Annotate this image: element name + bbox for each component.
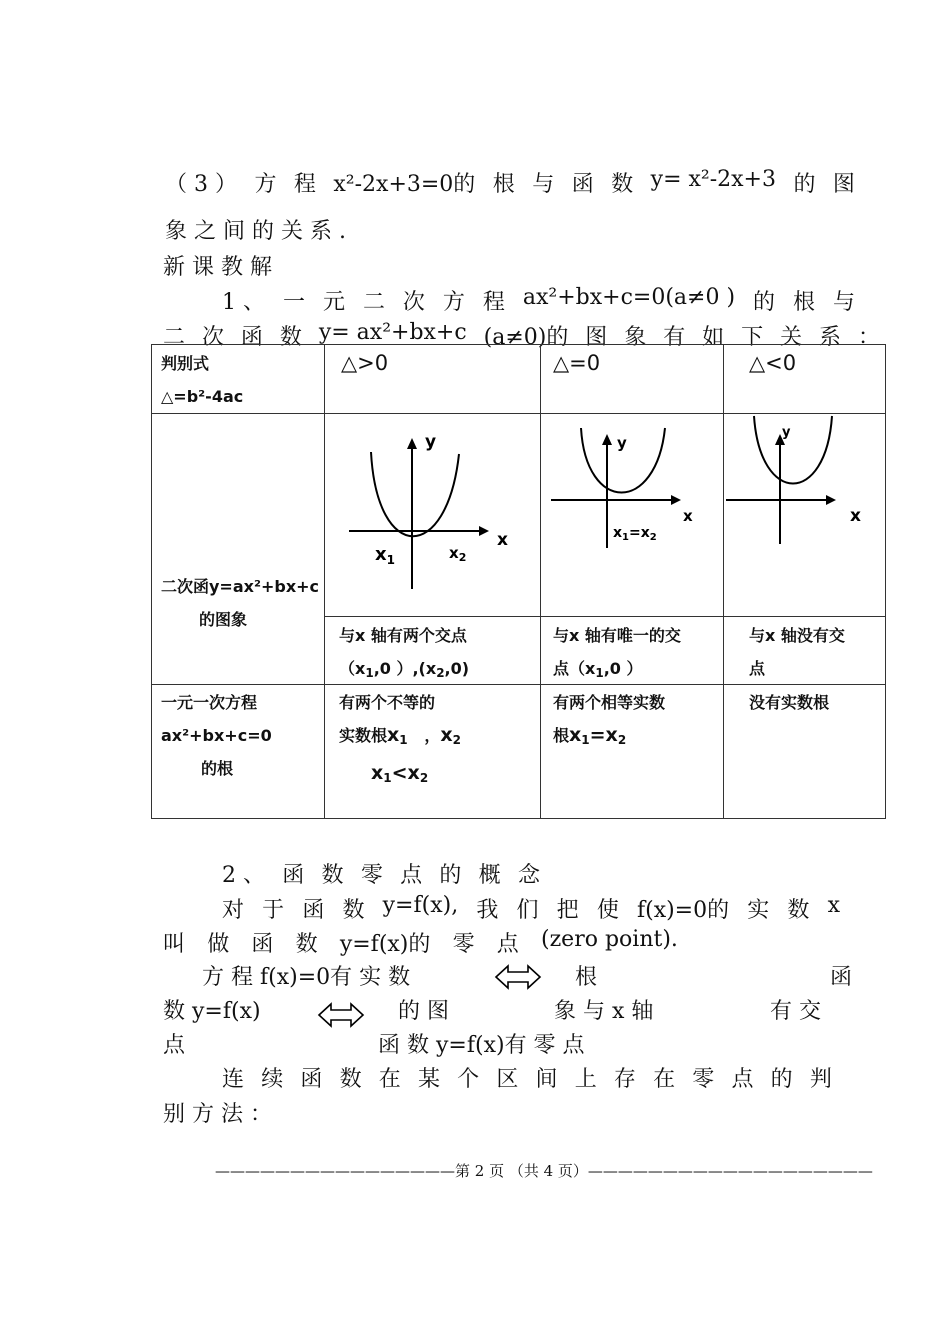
definition-line-2-word: 函 <box>251 932 274 957</box>
y-axis-label: y <box>425 432 437 452</box>
two-distinct-roots-text: 有两个不等的 实数根x1 ，x2 x1<x2 <box>339 693 461 785</box>
continuity-line-1-word: 函 <box>300 1067 323 1092</box>
definition-line-1-word: 使 <box>596 898 619 923</box>
item1-line-1-word: 一 <box>282 290 305 315</box>
continuity-line-1-word: 间 <box>535 1067 558 1092</box>
definition-line-1-word: 实 <box>747 898 770 923</box>
two-equal-roots-text: 有两个相等实数 根x1=x2 <box>553 693 666 747</box>
item1-line-2-word: 关 <box>780 325 803 350</box>
intro-line-1-word: 程 <box>293 172 316 197</box>
equivalence-line-2-d: 有 交 <box>770 999 821 1024</box>
intro-line-2: 象 之 间 的 关 系 . <box>165 219 346 244</box>
definition-line-1-word: 函 <box>302 898 325 923</box>
definition-line-2-word: 数 <box>295 932 318 957</box>
page-footer: ————————————————第 2 页 （共 4 页）——————————————————— <box>215 1162 873 1180</box>
header-delta-zero: △=0 <box>553 351 601 375</box>
section2-title-word: 的 <box>439 863 462 888</box>
item1-line-1 <box>222 285 855 316</box>
header-discriminant-label: 判别式 △=b²-4ac <box>161 354 244 406</box>
item1-line-2-word: (a≠0)的 <box>483 325 569 350</box>
definition-line-1-word: f(x)=0的 <box>636 898 730 923</box>
graph-row-label: 二次函y=ax²+bx+c 的图象 <box>161 577 320 629</box>
no-real-roots-text: 没有实数根 <box>749 693 830 712</box>
x-axis-label: x <box>497 530 508 550</box>
continuity-line-1-word: 在 <box>653 1067 676 1092</box>
definition-line-1-word: y=f(x), <box>382 893 459 918</box>
definition-line-2-word: y=f(x)的 <box>339 932 431 957</box>
equivalence-line-2-c: 象 与 x 轴 <box>554 999 654 1024</box>
item1-line-1-word: 与 <box>832 290 855 315</box>
item1-line-2-word: 系 <box>819 325 842 350</box>
y-axis-label: y <box>782 425 791 440</box>
definition-line-1-word: 我 <box>476 898 499 923</box>
equivalence-line-3-a: 点 <box>163 1033 186 1058</box>
section2-title <box>222 858 540 889</box>
intro-line-1-word: 图 <box>832 172 855 197</box>
item1-line-2-word: ： <box>857 325 880 350</box>
double-arrow-icon <box>494 963 542 991</box>
item1-line-2-word: 如 <box>702 325 725 350</box>
definition-line-1-word: x <box>827 893 840 918</box>
continuity-line-1-word: 续 <box>261 1067 284 1092</box>
intro-line-1-word: 方 <box>254 172 277 197</box>
intro-line-1-word: y= x²-2x+3 <box>650 167 776 192</box>
definition-line-2-word: 做 <box>207 932 230 957</box>
continuity-line-2: 别 方 法 ： <box>163 1102 272 1127</box>
continuity-line-1-word: 个 <box>457 1067 480 1092</box>
section2-title-word: 概 <box>478 863 501 888</box>
continuity-line-1 <box>222 1062 832 1093</box>
intro-line-1-word: 根 <box>492 172 515 197</box>
definition-line-2-word: 叫 <box>163 932 186 957</box>
item1-line-2-word: 数 <box>279 325 302 350</box>
continuity-line-1-word: 数 <box>339 1067 362 1092</box>
definition-line-2-word: 点 <box>496 932 519 957</box>
item1-line-2-word: 下 <box>741 325 764 350</box>
section2-title-word: 函 <box>282 863 305 888</box>
section2-title-word: 点 <box>400 863 423 888</box>
definition-line-2 <box>163 927 678 958</box>
parabola-one-root-graph <box>541 414 723 616</box>
definition-line-2-word: (zero point). <box>541 927 678 952</box>
equivalence-line-1-c: 函 <box>830 965 853 990</box>
item1-line-1-word: 程 <box>482 290 505 315</box>
item1-line-1-word: 1 、 <box>222 290 265 315</box>
item1-line-1-word: 次 <box>402 290 425 315</box>
item1-line-1-word: 的 <box>753 290 776 315</box>
definition-line-1-word: 对 <box>222 898 245 923</box>
equivalence-line-2-b: 的 图 <box>398 999 449 1024</box>
intro-line-1-word: 与 <box>532 172 555 197</box>
item1-line-2-word: 象 <box>624 325 647 350</box>
definition-line-1-word: 把 <box>556 898 579 923</box>
item1-line-2-word: 次 <box>201 325 224 350</box>
continuity-line-1-word: 连 <box>222 1067 245 1092</box>
definition-line-1-word: 数 <box>342 898 365 923</box>
no-intersection-text: 与x 轴没有交 点 <box>749 626 845 678</box>
item1-line-1-word: 元 <box>322 290 345 315</box>
item1-line-2-word: y= ax²+bx+c <box>318 320 467 345</box>
continuity-line-1-word: 判 <box>809 1067 832 1092</box>
intro-line-1 <box>165 167 855 198</box>
item1-line-2-word: 图 <box>585 325 608 350</box>
continuity-line-1-word: 点 <box>731 1067 754 1092</box>
section-title: 新 课 教 解 <box>163 255 272 280</box>
intro-line-1-word: 的 <box>793 172 816 197</box>
section2-title-word: 数 <box>321 863 344 888</box>
continuity-line-1-word: 零 <box>692 1067 715 1092</box>
root-x2-label: $x_2$ <box>449 544 467 564</box>
item1-line-2-word: 有 <box>663 325 686 350</box>
parabola-two-roots-graph <box>325 414 539 616</box>
one-intersection-text: 与x 轴有唯一的交 点（x1,0 ） <box>553 626 681 680</box>
definition-line-1 <box>222 893 840 924</box>
continuity-line-1-word: 在 <box>378 1067 401 1092</box>
item1-line-2-word: 函 <box>240 325 263 350</box>
parabola-no-root-graph <box>724 414 885 616</box>
intro-line-1-word: x²-2x+3=0的 <box>333 172 476 197</box>
item1-line-1-word: 方 <box>442 290 465 315</box>
section2-title-word: 零 <box>360 863 383 888</box>
continuity-line-1-word: 存 <box>613 1067 636 1092</box>
definition-line-1-word: 于 <box>262 898 285 923</box>
x-axis-label: x <box>850 506 861 526</box>
continuity-line-1-word: 的 <box>770 1067 793 1092</box>
item1-line-2-word: 二 <box>163 325 186 350</box>
equivalence-line-1-b: 根 <box>575 965 598 990</box>
definition-line-1-word: 们 <box>516 898 539 923</box>
section2-title-word: 2 、 <box>222 863 265 888</box>
equivalence-line-2-a: 数 y=f(x) <box>163 999 261 1024</box>
section2-title-word: 念 <box>517 863 540 888</box>
header-delta-negative: △<0 <box>749 351 797 375</box>
equivalence-line-3-b: 函 数 y=f(x)有 零 点 <box>378 1033 585 1058</box>
intro-line-1-word: （ 3 ） <box>165 172 237 197</box>
intro-line-1-word: 数 <box>611 172 634 197</box>
continuity-line-1-word: 区 <box>496 1067 519 1092</box>
definition-line-2-word: 零 <box>452 932 475 957</box>
item1-line-1-word: ax²+bx+c=0(a≠0 ) <box>522 285 736 310</box>
intro-line-1-word: 函 <box>571 172 594 197</box>
header-delta-positive: △>0 <box>341 351 389 375</box>
discriminant-table <box>151 344 886 819</box>
item1-line-1-word: 二 <box>362 290 385 315</box>
double-root-label: $x_1=x_2$ <box>613 525 657 543</box>
continuity-line-1-word: 某 <box>417 1067 440 1092</box>
double-arrow-icon <box>317 1001 365 1029</box>
continuity-line-1-word: 上 <box>574 1067 597 1092</box>
x-axis-label: x <box>683 507 693 525</box>
y-axis-label: y <box>617 434 627 452</box>
two-intersections-text: 与x 轴有两个交点 （x1,0 ）,(x2,0) <box>339 626 470 680</box>
root-x1-label: $x_1$ <box>375 544 395 567</box>
equivalence-line-1-a: 方 程 f(x)=0有 实 数 <box>202 965 411 990</box>
equation-roots-label: 一元一次方程 ax²+bx+c=0 的根 <box>161 693 272 778</box>
item1-line-1-word: 根 <box>793 290 816 315</box>
definition-line-1-word: 数 <box>787 898 810 923</box>
